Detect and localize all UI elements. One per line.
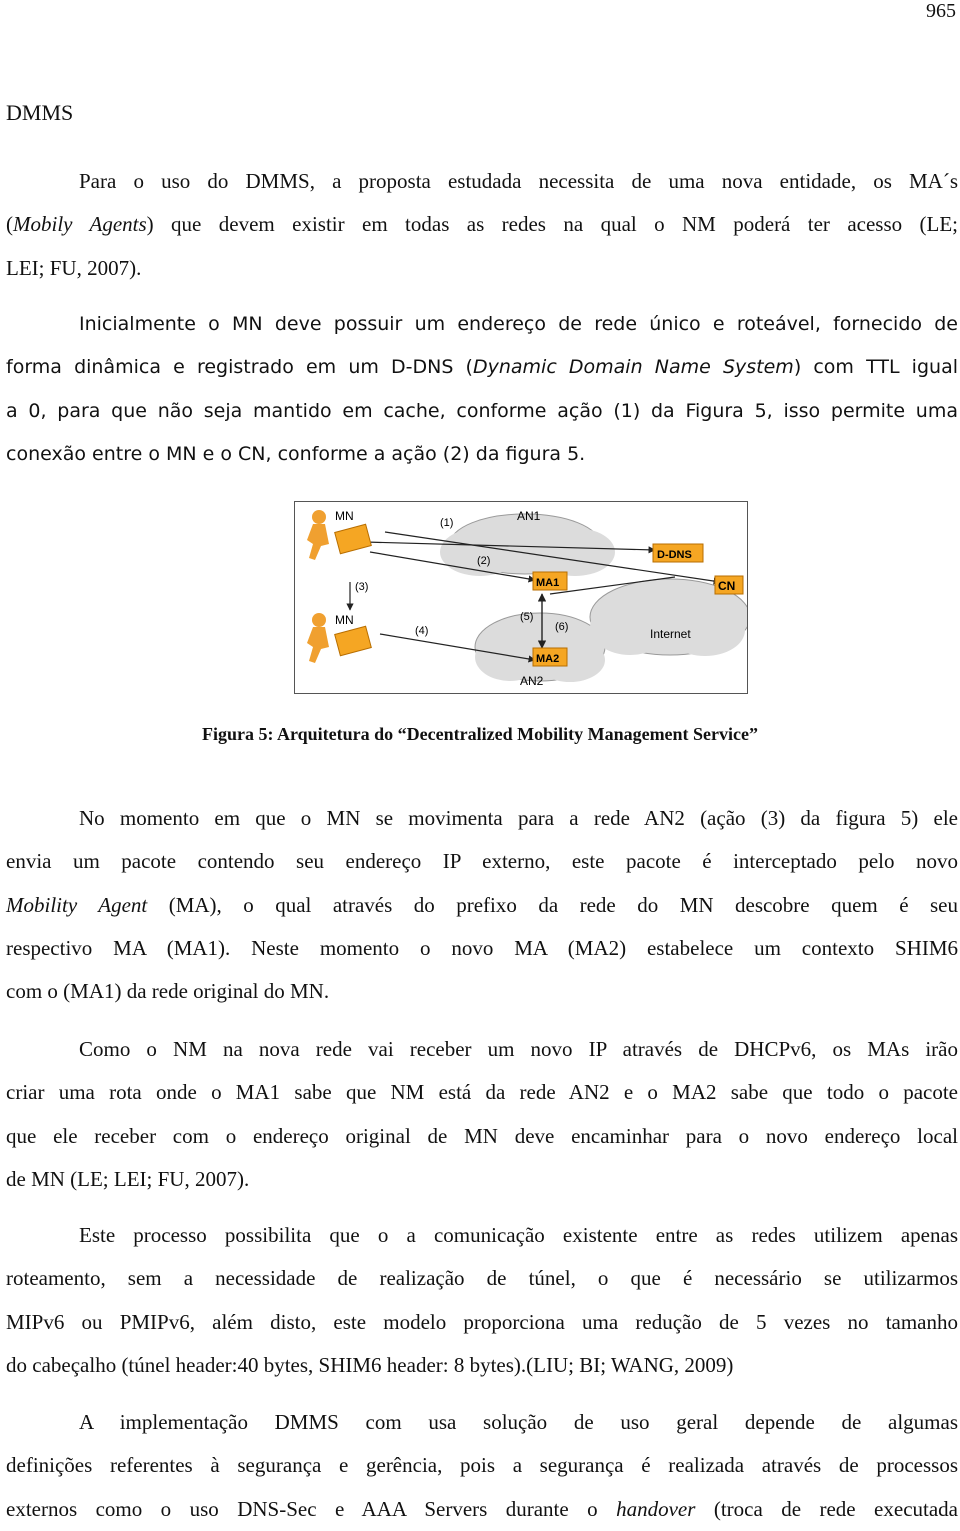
step-6-label: (6) — [555, 621, 569, 633]
internet-label: Internet — [650, 627, 691, 641]
paragraph-line — [6, 1488, 958, 1531]
paragraph-line: definições referentes à segurança e gerência, pois a segurança é realizada através de processos — [6, 1453, 958, 1478]
paragraph-line: A implementação DMMS com usa solução de uso geral depende de algumas — [79, 1410, 958, 1434]
text-fragment: (MA), o qual através do prefixo da rede do MN descobre quem é seu — [147, 892, 958, 917]
step-2-label: (2) — [477, 555, 491, 567]
text-fragment: ( — [6, 212, 13, 237]
laptop-icon — [335, 524, 372, 554]
paragraph-line: que ele receber com o endereço original de MN deve encaminhar para o novo endereço local — [6, 1123, 958, 1148]
person-icon — [307, 613, 329, 663]
figure-caption: Figura 5: Arquitetura do “Decentralized Mobility Management Service” — [201, 724, 759, 744]
laptop-icon — [335, 626, 372, 656]
paragraph-line: LEI; FU, 2007). — [6, 255, 142, 280]
step-5-label: (5) — [520, 611, 534, 623]
paragraph-line: MIPv6 ou PMIPv6, além disto, este modelo proporciona uma redução de 5 vezes no tamanho — [6, 1309, 958, 1334]
paragraph-5 — [6, 1214, 958, 1387]
section-heading: DMMS — [6, 100, 74, 125]
paragraph-line — [6, 346, 958, 389]
mn-top-label: MN — [335, 509, 354, 523]
paragraph-6 — [6, 1401, 958, 1531]
paragraph-line: Inicialmente o MN deve possuir um endereço de rede único e roteável, fornecido de — [79, 313, 958, 335]
mn-bottom-label: MN — [335, 613, 354, 627]
text-fragment: externos como o uso DNS-Sec e AAA Servers durante o — [6, 1496, 617, 1521]
paragraph-line — [6, 203, 958, 246]
paragraph-line: do cabeçalho (túnel header:40 bytes, SHIM6 header: 8 bytes).(LIU; BI; WANG, 2009) — [6, 1352, 734, 1377]
text-fragment: (troca de rede executada — [695, 1496, 958, 1521]
paragraph-line: Como o NM na nova rede vai receber um novo IP através de DHCPv6, os MAs irão — [79, 1037, 958, 1061]
cn-label: CN — [718, 579, 736, 593]
paragraph-2 — [6, 303, 958, 476]
ddns-label: D-DNS — [657, 549, 692, 561]
an2-label: AN2 — [520, 674, 544, 688]
paragraph-line: criar uma rota onde o MA1 sabe que NM está da rede AN2 e o MA2 sabe que todo o pacote — [6, 1080, 958, 1105]
text-fragment: ) com TTL igual — [793, 356, 958, 379]
italic-term: Mobility Agent — [6, 892, 148, 917]
italic-term: Dynamic Domain Name System — [472, 356, 794, 379]
architecture-diagram — [295, 502, 747, 693]
text-fragment: ) que devem existir em todas as redes na qual o NM poderá ter acesso (LE; — [146, 212, 958, 237]
figure-5-diagram — [294, 501, 748, 694]
step-1-label: (1) — [440, 517, 454, 529]
paragraph-3 — [6, 797, 958, 1013]
step-4-label: (4) — [415, 625, 429, 637]
paragraph-line: envia um pacote contendo seu endereço IP externo, este pacote é interceptado pelo novo — [6, 849, 958, 874]
paragraph-line: roteamento, sem a necessidade de realização de túnel, o que é necessário se utilizarmos — [6, 1266, 958, 1291]
ma1-label: MA1 — [536, 577, 560, 589]
paragraph-line — [6, 884, 958, 927]
paragraph-line: Este processo possibilita que o a comunicação existente entre as redes utilizem apenas — [79, 1223, 958, 1247]
text-fragment: forma dinâmica e registrado em um D-DNS ( — [6, 356, 473, 379]
paragraph-line: a 0, para que não seja mantido em cache, conforme ação (1) da Figura 5, isso permite uma — [6, 399, 958, 422]
paragraph-line: conexão entre o MN e o CN, conforme a ação (2) da figura 5. — [6, 442, 586, 465]
paragraph-line: de MN (LE; LEI; FU, 2007). — [6, 1166, 250, 1191]
paragraph-line: Para o uso do DMMS, a proposta estudada necessita de uma nova entidade, os MA´s — [79, 169, 958, 193]
paragraph-line: com o (MA1) da rede original do MN. — [6, 979, 330, 1004]
paragraph-4 — [6, 1028, 958, 1201]
italic-term: handover — [616, 1496, 696, 1521]
step-3-label: (3) — [355, 581, 369, 593]
page-number: 965 — [926, 0, 956, 22]
ma2-label: MA2 — [536, 653, 560, 665]
italic-term: Mobily Agents — [13, 212, 147, 237]
person-icon — [307, 510, 329, 560]
paragraph-1 — [6, 160, 958, 290]
paragraph-line: No momento em que o MN se movimenta para a rede AN2 (ação (3) da figura 5) ele — [79, 806, 958, 830]
an1-label: AN1 — [517, 509, 541, 523]
paragraph-line: respectivo MA (MA1). Neste momento o novo MA (MA2) estabelece um contexto SHIM6 — [6, 935, 958, 960]
